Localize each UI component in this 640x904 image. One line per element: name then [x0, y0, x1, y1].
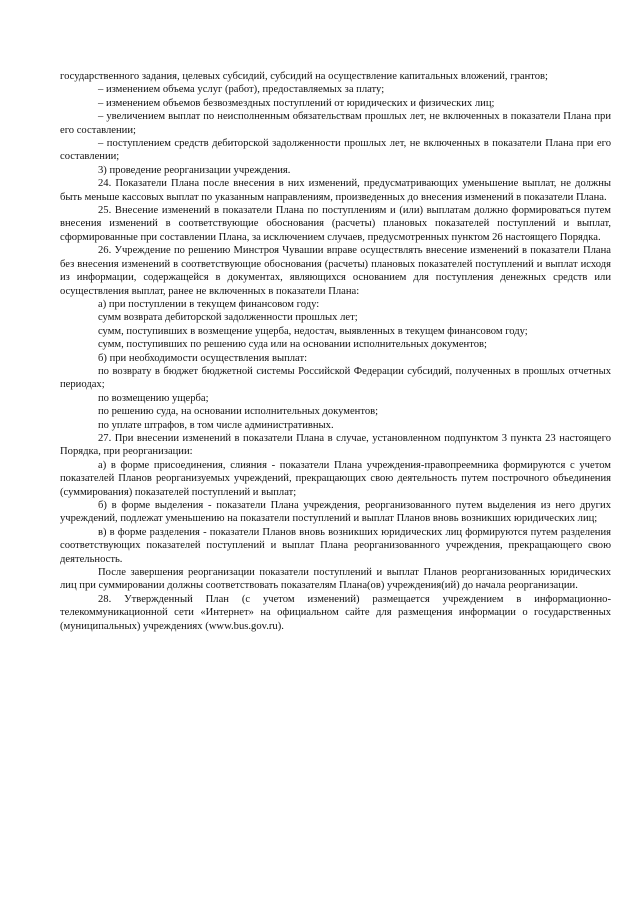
clause-26-b-item-4: по уплате штрафов, в том числе административных. [98, 419, 334, 431]
clause-26-a-item-3: сумм, поступивших по решению суда или на основании исполнительных документов; [98, 339, 487, 351]
clause-26-b: б) при необходимости осуществления выплат: [98, 352, 308, 364]
clause-26-a-item-1: сумм возврата дебиторской задолженности прошлых лет; [98, 312, 358, 324]
clause-27-a: а) в форме присоединения, слияния - показатели Плана учреждения-правопреемника формируются с учетом показателей Планов реорганизуемых учреждений, прекращающих свою деятельность путем построчного объединения (суммирования) показателей поступлений и выплат; [60, 459, 611, 498]
clause-27-c: в) в форме разделения - показатели Планов вновь возникших юридических лиц формируются путем разделения соответствующих показателей поступлений и выплат Плана реорганизованного учреждения, прекращающего свою деятельность. [60, 526, 611, 565]
list-item-unfulfilled-obligations: – увеличением выплат по неисполненным обязательствам прошлых лет, не включенных в показатели Плана при его составлении; [60, 111, 611, 136]
list-item-services-volume: – изменением объема услуг (работ), предоставляемых за плату; [98, 84, 385, 96]
document-page [60, 70, 611, 633]
clause-27-conclusion: После завершения реорганизации показатели поступлений и выплат Планов реорганизованных юридических лиц при суммировании должны соответствовать показателям Плана(ов) учреждения(ий) до начала реорганизации. [60, 567, 611, 592]
clause-26-b-item-3: по решению суда, на основании исполнительных документов; [98, 406, 379, 418]
clause-26-a: а) при поступлении в текущем финансовом году: [98, 298, 320, 310]
clause-27-b: б) в форме выделения - показатели Плана учреждения, реорганизованного путем выделения из него других учреждений, подлежат уменьшению на показатели поступлений и выплат Планов вновь возникших юридических лиц; [60, 500, 611, 525]
list-item-receivables: – поступлением средств дебиторской задолженности прошлых лет, не включенных в показатели Плана при его составлении; [60, 138, 611, 163]
list-item-reorganization: 3) проведение реорганизации учреждения. [98, 164, 291, 176]
clause-27: 27. При внесении изменений в показатели Плана в случае, установленном подпунктом 3 пункта 23 настоящего Порядка, при реорганизации: [60, 432, 611, 458]
list-item-donations: – изменением объемов безвозмездных поступлений от юридических и физических лиц; [98, 97, 495, 109]
paragraph-continuation: государственного задания, целевых субсидий, субсидий на осуществление капитальных вложений, грантов; [60, 71, 548, 82]
clause-28: 28. Утвержденный План (с учетом изменений) размещается учреждением в информационно-телекоммуникационной сети «Интернет» на официальном сайте для размещения информации о государственных (муниципальных) учреждениях (www.bus.gov.ru). [60, 593, 611, 632]
clause-25: 25. Внесение изменений в показатели Плана по поступлениям и (или) выплатам должно формироваться путем внесения изменений в соответствующие обоснования (расчеты) плановых показателей поступлений и выплат, сформированные при составлении Плана, за исключением случаев, предусмотренных пунктом 26 настоящего Порядка. [60, 205, 611, 243]
clause-26-a-item-2: сумм, поступивших в возмещение ущерба, недостач, выявленных в текущем финансовом году; [98, 325, 528, 337]
clause-26: 26. Учреждение по решению Минстроя Чувашии вправе осуществлять внесение изменений в показатели Плана без внесения изменений в соответствующие обоснования (расчеты) плановых показателей поступлений и выплат исходя из информации, содержащейся в документах, являющихся основанием для поступления денежных средств или осуществления выплат, ранее не включенных в показатели Плана: [60, 245, 611, 297]
clause-24: 24. Показатели Плана после внесения в них изменений, предусматривающих уменьшение выплат, не должны быть меньше кассовых выплат по указанным направлениям, произведенных до внесения изменений в показатели Плана. [60, 178, 611, 203]
clause-26-b-item-1: по возврату в бюджет бюджетной системы Российской Федерации субсидий, полученных в прошлых отчетных периодах; [60, 365, 611, 391]
clause-26-b-item-2: по возмещению ущерба; [98, 392, 209, 404]
